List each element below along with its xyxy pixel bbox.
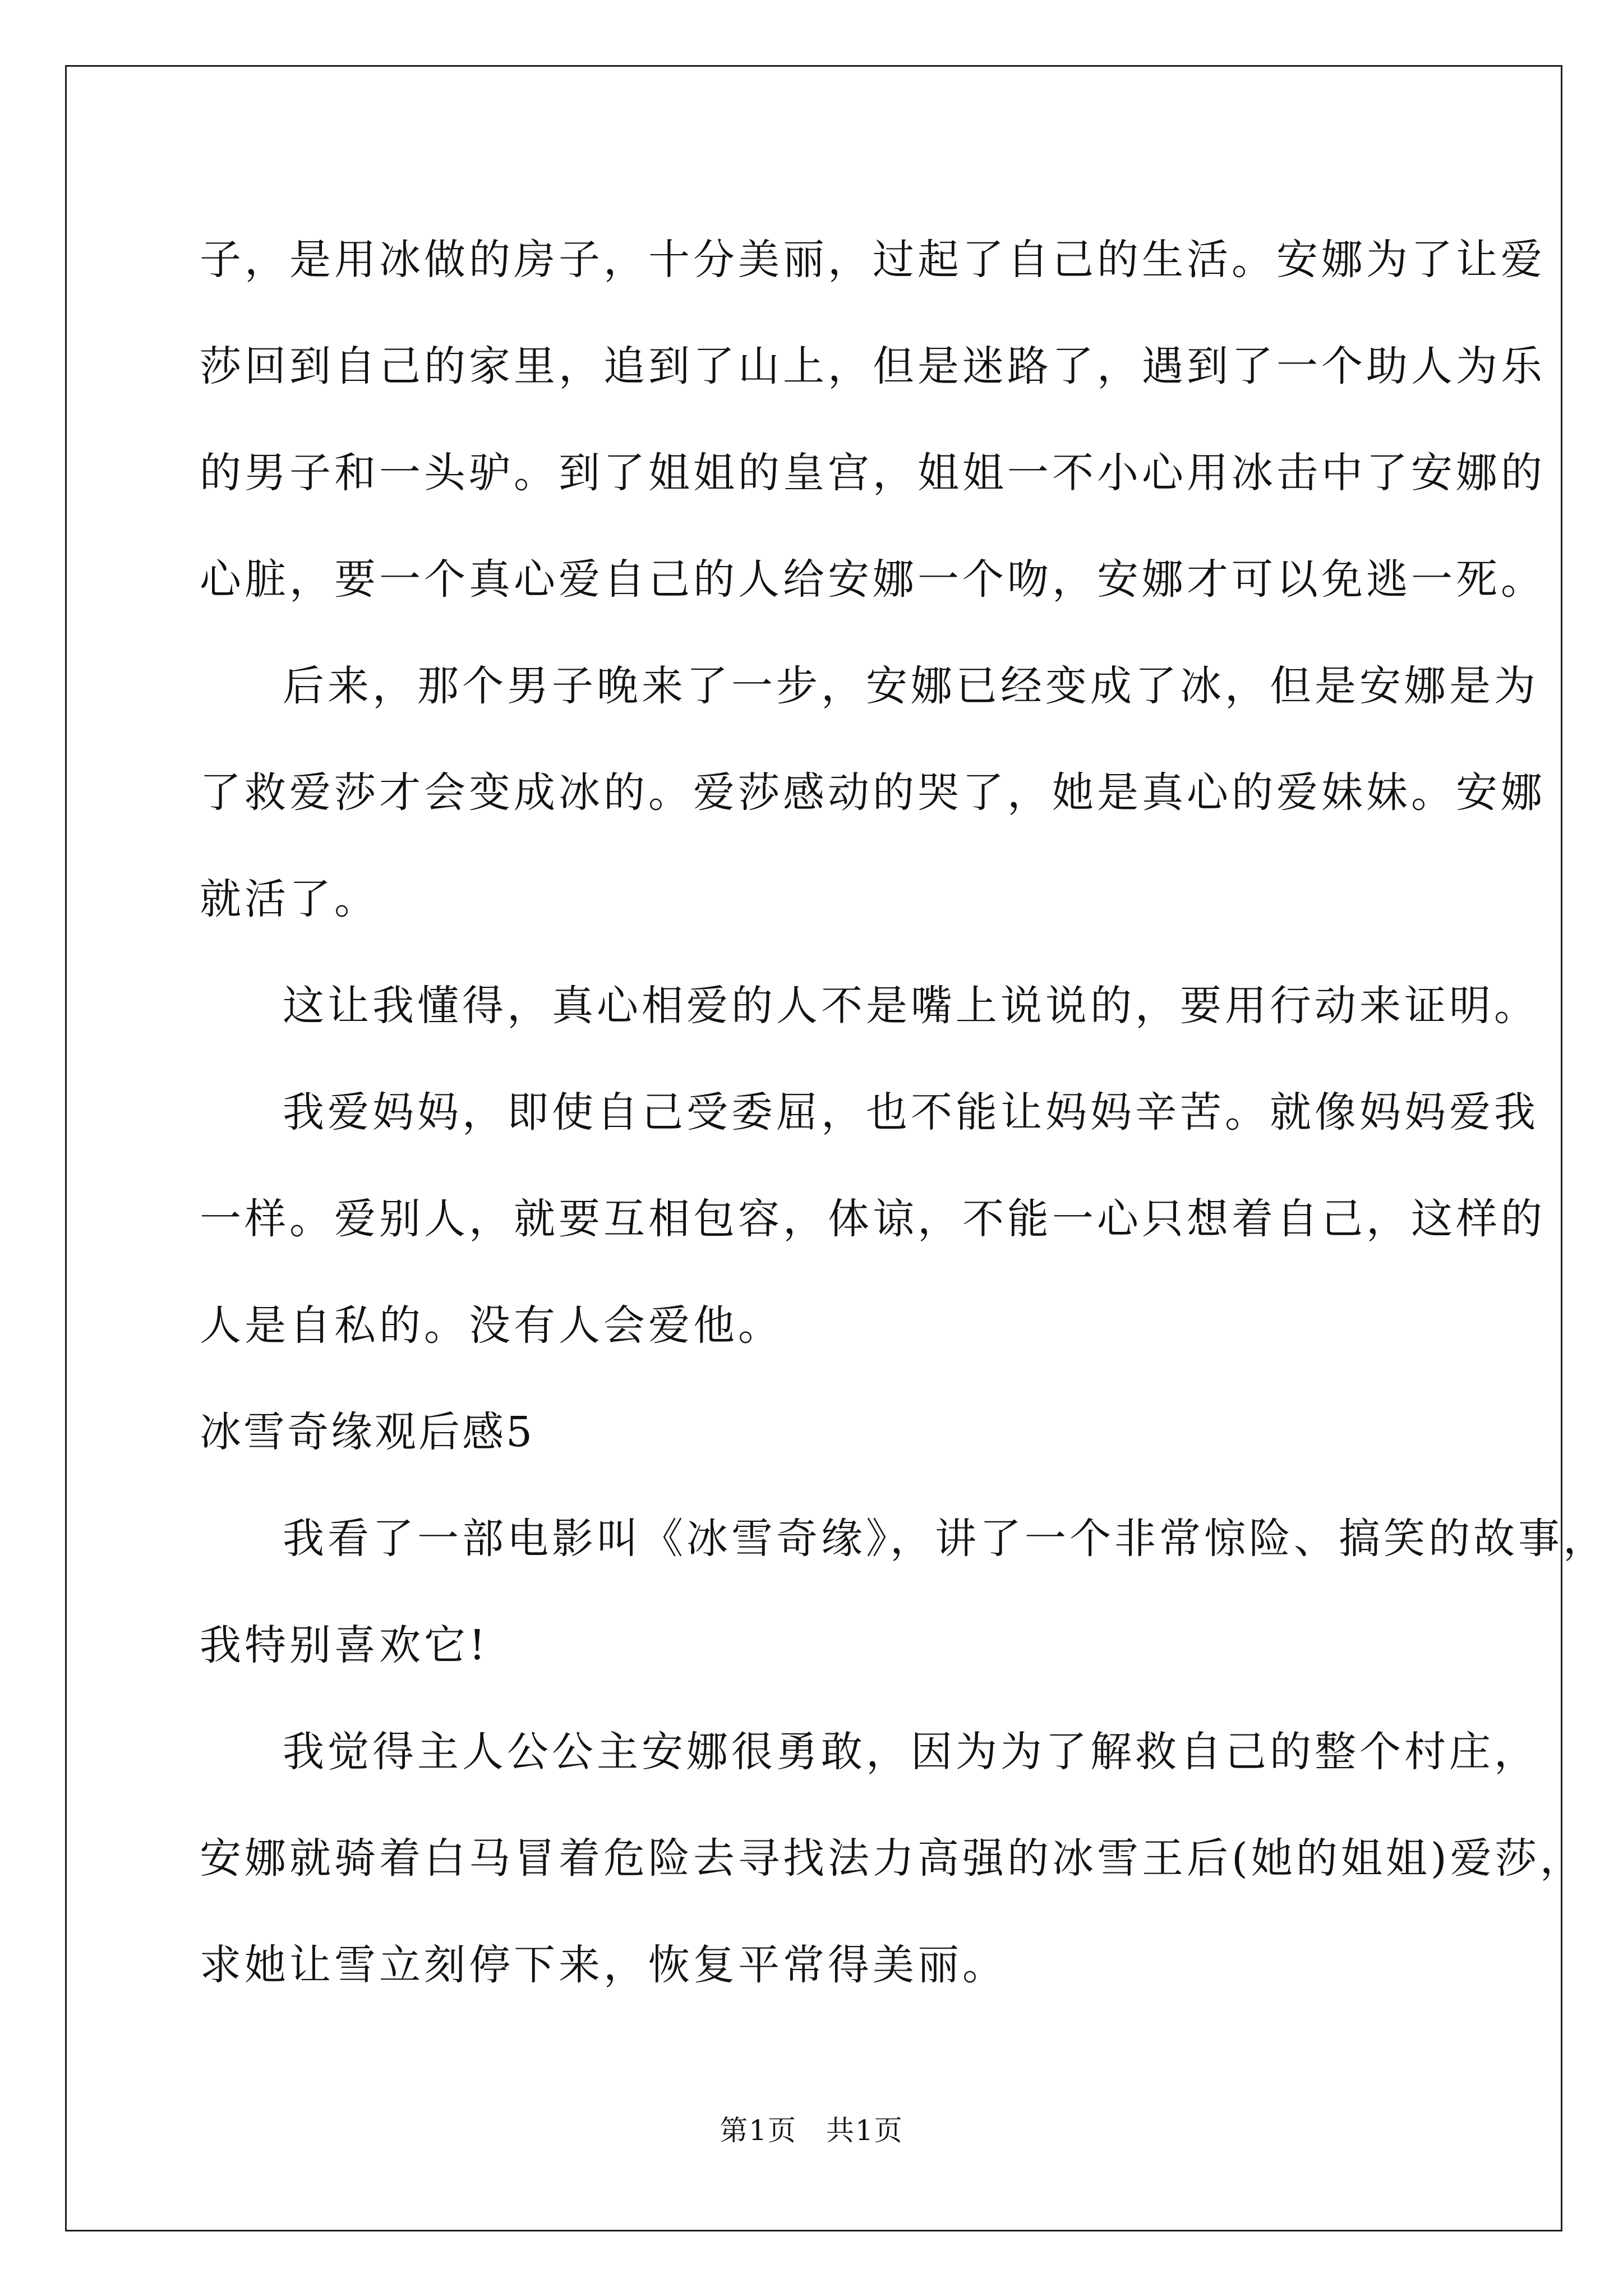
body-line: 求她让雪立刻停下来，恢复平常得美丽。 bbox=[200, 1941, 1007, 1989]
paragraph-first-line: 我爱妈妈，即使自己受委屈，也不能让妈妈辛苦。就像妈妈爱我 bbox=[283, 1088, 1539, 1137]
body-line: 子，是用冰做的房子，十分美丽，过起了自己的生活。安娜为了让爱 bbox=[200, 236, 1546, 284]
body-line: 了救爱莎才会变成冰的。爱莎感动的哭了，她是真心的爱妹妹。安娜 bbox=[200, 769, 1546, 817]
section-heading: 冰雪奇缘观后感5 bbox=[200, 1408, 535, 1456]
body-line: 安娜就骑着白马冒着危险去寻找法力高强的冰雪王后(她的姐姐)爱莎， bbox=[200, 1834, 1585, 1883]
paragraph-first-line: 这让我懂得，真心相爱的人不是嘴上说说的，要用行动来证明。 bbox=[283, 982, 1539, 1030]
paragraph-first-line: 后来，那个男子晚来了一步，安娜已经变成了冰，但是安娜是为 bbox=[283, 662, 1539, 710]
paragraph-first-line: 我觉得主人公公主安娜很勇敢，因为为了解救自己的整个村庄， bbox=[283, 1728, 1539, 1776]
body-line: 的男子和一头驴。到了姐姐的皇宫，姐姐一不小心用冰击中了安娜的 bbox=[200, 449, 1546, 497]
paragraph-first-line: 我看了一部电影叫《冰雪奇缘》，讲了一个非常惊险、搞笑的故事， bbox=[283, 1515, 1608, 1563]
page-number-footer: 第1页 共1页 bbox=[720, 2114, 903, 2147]
body-line: 心脏，要一个真心爱自己的人给安娜一个吻，安娜才可以免逃一死。 bbox=[200, 555, 1546, 604]
body-line: 人是自私的。没有人会爱他。 bbox=[200, 1301, 783, 1350]
document-body bbox=[200, 206, 1608, 2018]
body-line: 就活了。 bbox=[200, 875, 379, 923]
body-line: 莎回到自己的家里，追到了山上，但是迷路了，遇到了一个助人为乐 bbox=[200, 342, 1546, 390]
body-line: 一样。爱别人，就要互相包容，体谅，不能一心只想着自己，这样的 bbox=[200, 1195, 1546, 1243]
body-line: 我特别喜欢它! bbox=[200, 1621, 489, 1669]
